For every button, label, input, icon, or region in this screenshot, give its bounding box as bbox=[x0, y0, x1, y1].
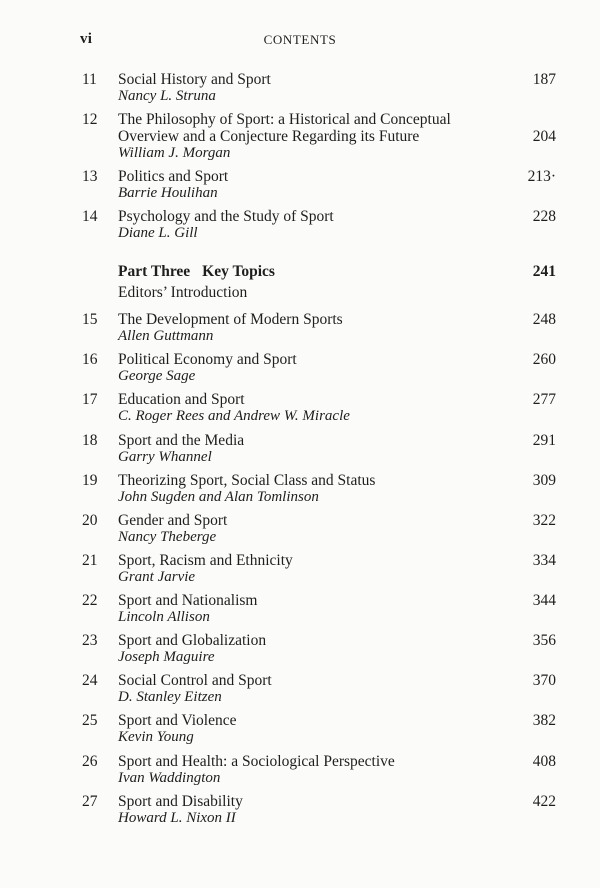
chapter-author: Barrie Houlihan bbox=[118, 185, 218, 201]
toc-entry bbox=[82, 71, 556, 105]
chapter-number: 17 bbox=[82, 391, 98, 408]
toc-entry bbox=[82, 111, 556, 162]
chapter-author: Ivan Waddington bbox=[118, 770, 221, 786]
chapter-number: 23 bbox=[82, 632, 98, 649]
chapter-author: Kevin Young bbox=[118, 729, 194, 745]
chapter-author: George Sage bbox=[118, 368, 196, 384]
chapter-title: Politics and Sport bbox=[118, 168, 229, 185]
chapter-number: 18 bbox=[82, 432, 98, 449]
part-page: 241 bbox=[532, 263, 556, 280]
chapter-author: John Sugden and Alan Tomlinson bbox=[118, 489, 319, 505]
chapter-number: 24 bbox=[82, 672, 98, 689]
chapter-title: Social History and Sport bbox=[118, 71, 271, 88]
chapter-title: Sport and Globalization bbox=[118, 632, 267, 649]
part-name: Key Topics bbox=[202, 263, 275, 280]
chapter-page: 356 bbox=[532, 632, 556, 649]
chapter-author: Nancy L. Struna bbox=[118, 88, 216, 104]
chapter-title: Theorizing Sport, Social Class and Status bbox=[118, 472, 376, 489]
chapter-number: 14 bbox=[82, 208, 98, 225]
chapter-author: Garry Whannel bbox=[118, 449, 212, 465]
toc-entry bbox=[82, 793, 556, 827]
editors-introduction: Editors’ Introduction bbox=[118, 284, 248, 301]
chapter-title: Sport and Nationalism bbox=[118, 592, 258, 609]
toc-entry bbox=[82, 432, 556, 466]
toc-entry bbox=[82, 351, 556, 385]
chapter-author: Grant Jarvie bbox=[118, 569, 196, 585]
chapter-page: 422 bbox=[532, 793, 556, 810]
chapter-page: 260 bbox=[532, 351, 556, 368]
chapter-number: 11 bbox=[82, 71, 97, 88]
chapter-number: 25 bbox=[82, 712, 98, 729]
chapter-author: Allen Guttmann bbox=[118, 328, 214, 344]
chapter-number: 16 bbox=[82, 351, 98, 368]
toc-entry bbox=[82, 712, 556, 746]
toc-entry bbox=[82, 391, 556, 425]
chapter-title: Sport, Racism and Ethnicity bbox=[118, 552, 293, 569]
chapter-page: 228 bbox=[532, 208, 556, 225]
chapter-page: 309 bbox=[532, 472, 556, 489]
chapter-number: 13 bbox=[82, 168, 98, 185]
toc-entry bbox=[82, 672, 556, 706]
chapter-number: 26 bbox=[82, 753, 98, 770]
chapter-title: The Philosophy of Sport: a Historical and Conceptual Overview and a Conjecture Regarding its Future bbox=[118, 111, 451, 145]
chapter-author: C. Roger Rees and Andrew W. Miracle bbox=[118, 408, 350, 424]
chapter-number: 19 bbox=[82, 472, 98, 489]
chapter-number: 27 bbox=[82, 793, 98, 810]
chapter-number: 12 bbox=[82, 111, 98, 128]
chapter-page: 204 bbox=[532, 128, 556, 145]
chapter-title: Political Economy and Sport bbox=[118, 351, 297, 368]
toc-entry bbox=[82, 512, 556, 546]
toc-entry bbox=[82, 552, 556, 586]
chapter-title: Education and Sport bbox=[118, 391, 245, 408]
chapter-title: Social Control and Sport bbox=[118, 672, 272, 689]
chapter-number: 15 bbox=[82, 311, 98, 328]
chapter-page: 322 bbox=[532, 512, 556, 529]
running-head: CONTENTS bbox=[263, 32, 337, 47]
chapter-author: Howard L. Nixon II bbox=[118, 810, 236, 826]
chapter-author: D. Stanley Eitzen bbox=[118, 689, 222, 705]
toc-entry bbox=[82, 753, 556, 787]
chapter-page: 344 bbox=[532, 592, 556, 609]
part-heading bbox=[82, 263, 556, 281]
chapter-author: Nancy Theberge bbox=[118, 529, 217, 545]
chapter-page: 408 bbox=[532, 753, 556, 770]
chapter-title: Sport and the Media bbox=[118, 432, 245, 449]
chapter-title: Sport and Health: a Sociological Perspective bbox=[118, 753, 395, 770]
chapter-author: Diane L. Gill bbox=[118, 225, 198, 241]
chapter-page: 277 bbox=[532, 391, 556, 408]
chapter-page: 248 bbox=[532, 311, 556, 328]
toc-entry bbox=[82, 592, 556, 626]
toc-entry bbox=[82, 472, 556, 506]
chapter-title: Sport and Disability bbox=[118, 793, 243, 810]
chapter-author: Joseph Maguire bbox=[118, 649, 215, 665]
chapter-page: 291 bbox=[532, 432, 556, 449]
chapter-title: Sport and Violence bbox=[118, 712, 237, 729]
chapter-page: 187 bbox=[532, 71, 556, 88]
chapter-page: 213· bbox=[527, 168, 556, 185]
toc-entry bbox=[82, 168, 556, 202]
chapter-page: 382 bbox=[532, 712, 556, 729]
page-number: vi bbox=[80, 31, 93, 47]
chapter-title: Psychology and the Study of Sport bbox=[118, 208, 334, 225]
part-label: Part Three bbox=[118, 263, 191, 280]
chapter-page: 370 bbox=[532, 672, 556, 689]
chapter-title: Gender and Sport bbox=[118, 512, 228, 529]
chapter-author: Lincoln Allison bbox=[118, 609, 210, 625]
toc-entry bbox=[82, 208, 556, 242]
chapter-title: The Development of Modern Sports bbox=[118, 311, 343, 328]
chapter-page: 334 bbox=[532, 552, 556, 569]
chapter-author: William J. Morgan bbox=[118, 145, 231, 161]
toc-entry bbox=[82, 632, 556, 666]
chapter-number: 21 bbox=[82, 552, 98, 569]
toc-entry bbox=[82, 311, 556, 345]
chapter-number: 22 bbox=[82, 592, 98, 609]
chapter-number: 20 bbox=[82, 512, 98, 529]
